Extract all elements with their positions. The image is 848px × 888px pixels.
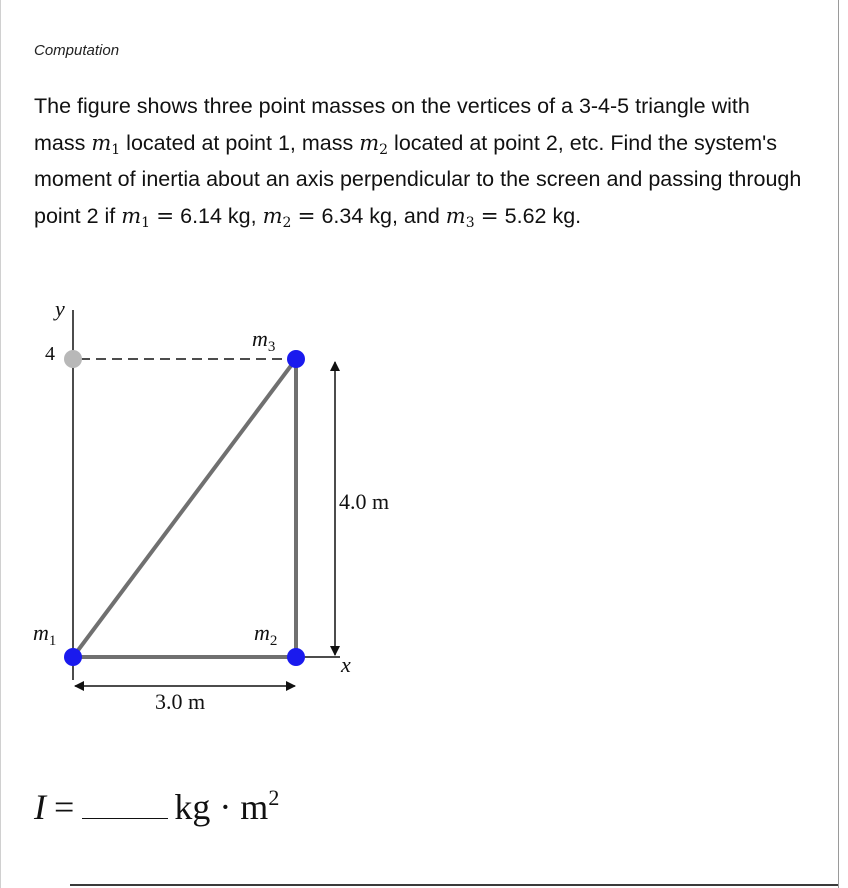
mass-symbol-m1-given: $m_1$	[121, 203, 151, 231]
equals-sign: =	[297, 203, 316, 229]
mass-m1-dot	[64, 648, 82, 666]
mass-m3-dot	[287, 350, 305, 368]
answer-row	[34, 786, 279, 828]
m2-value: 6.34 kg, and	[321, 203, 446, 228]
answer-blank-input[interactable]	[82, 792, 168, 819]
problem-text-1: The figure shows three point masses on the vertices of a 3-4-5 triangle with mass	[34, 94, 750, 155]
y-tick-label: 4	[45, 343, 55, 365]
section-label: Computation	[34, 42, 120, 59]
answer-variable: I	[34, 787, 46, 827]
mass-symbol-m3-given: $m_3$	[445, 203, 475, 231]
mass-m2-dot	[287, 648, 305, 666]
horizontal-dimension-label: 3.0 m	[155, 689, 206, 714]
m3-label: $m_3$	[252, 326, 276, 355]
m1-value: 6.14 kg,	[180, 203, 263, 228]
problem-text-2: located at point 1, mass	[120, 130, 360, 155]
x-axis-label: x	[341, 652, 351, 677]
m1-label: $m_1$	[33, 620, 57, 649]
answer-equals: =	[54, 787, 75, 827]
frame-bottom-border	[70, 884, 838, 886]
mass-symbol-m1: $m_1$	[91, 130, 121, 158]
vertical-dimension-label: 4.0 m	[339, 489, 390, 514]
equals-sign: =	[480, 203, 499, 229]
problem-statement	[34, 88, 804, 235]
mass-symbol-m2: $m_2$	[359, 130, 389, 158]
m2-label: $m_2$	[254, 620, 278, 649]
triangle-hypotenuse	[73, 359, 296, 657]
equals-sign: =	[156, 203, 175, 229]
answer-unit: kg · $m^2$	[174, 785, 280, 827]
mass-symbol-m2-given: $m_2$	[262, 203, 292, 231]
y-axis-label: y	[55, 296, 65, 321]
frame-right-border	[838, 0, 839, 888]
m3-value: 5.62 kg.	[504, 203, 582, 228]
triangle-figure	[0, 280, 460, 740]
problem-text-3: located at point 2, etc. Find the system's moment of inertia about an axis perpendicular to the screen and passing through point 2 if	[34, 130, 802, 228]
reference-point-dot	[64, 350, 82, 368]
unit-exponent: 2	[268, 785, 280, 810]
